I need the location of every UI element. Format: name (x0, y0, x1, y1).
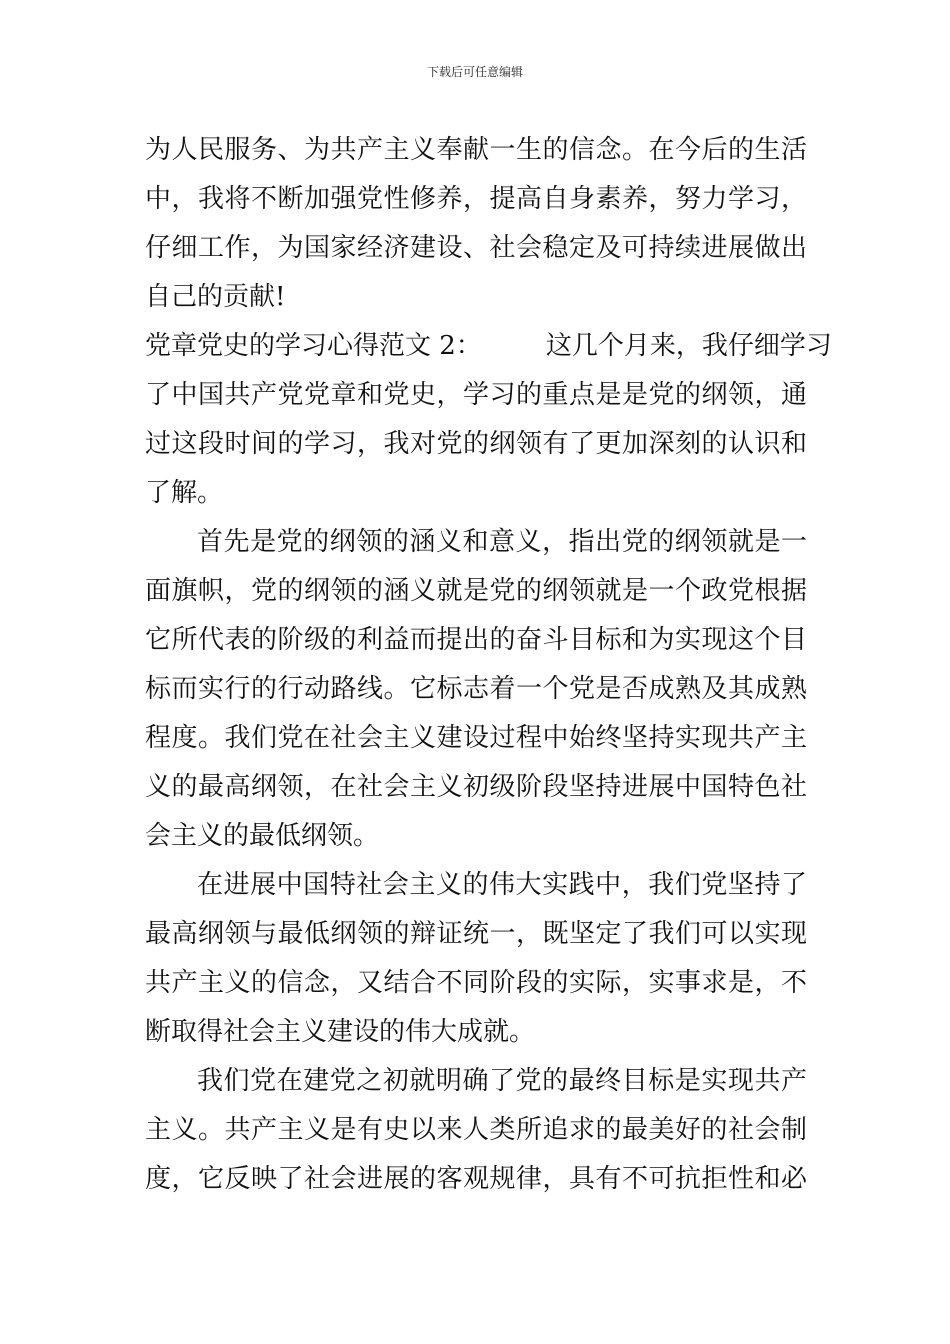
paragraph-5-line-2: 主义。共产主义是有史以来人类所追求的最美好的社会制 (145, 1115, 807, 1145)
paragraph-4-line-1: 在进展中国特社会主义的伟大实践中，我们党坚持了 (197, 870, 807, 900)
paragraph-2-line-2: 了中国共产党党章和党史，学习的重点是是党的纲领，通 (145, 380, 807, 410)
paragraph-3-line-6: 义的最高纲领，在社会主义初级阶段坚持进展中国特色社 (145, 772, 807, 802)
paragraph-5-line-3: 度，它反映了社会进展的客观规律，具有不可抗拒性和必 (145, 1164, 807, 1194)
page-header: 下载后可任意编辑 (426, 65, 523, 79)
paragraph-3-line-1: 首先是党的纲领的涵义和意义，指出党的纲领就是一 (197, 527, 807, 557)
paragraph-1-line-3: 仔细工作，为国家经济建设、社会稳定及可持续进展做出 (145, 233, 807, 263)
paragraph-3-line-4: 标而实行的行动路线。它标志着一个党是否成熟及其成熟 (145, 674, 807, 704)
paragraph-3-line-2: 面旗帜，党的纲领的涵义就是党的纲领就是一个政党根据 (145, 576, 807, 606)
paragraph-5-line-1: 我们党在建党之初就明确了党的最终目标是实现共产 (197, 1066, 807, 1096)
document-body (145, 126, 832, 1204)
paragraph-2-line-4: 了解。 (145, 478, 224, 508)
paragraph-1-line-4: 自己的贡献! (145, 282, 286, 312)
section-heading: 党章党史的学习心得范文 2： (145, 331, 482, 361)
paragraph-4-line-3: 共产主义的信念，又结合不同阶段的实际，实事求是，不 (145, 968, 807, 998)
paragraph-3-line-3: 它所代表的阶级的利益而提出的奋斗目标和为实现这个目 (145, 625, 807, 655)
paragraph-2-line-3: 过这段时间的学习，我对党的纲领有了更加深刻的认识和 (145, 429, 807, 459)
paragraph-4-line-2: 最高纲领与最低纲领的辩证统一，既坚定了我们可以实现 (145, 919, 807, 949)
paragraph-1-line-2: 中，我将不断加强党性修养，提高自身素养，努力学习， (145, 184, 807, 214)
section-heading-line (145, 322, 832, 371)
paragraph-3-line-7: 会主义的最低纲领。 (145, 821, 380, 851)
paragraph-1-line-1: 为人民服务、为共产主义奉献一生的信念。在今后的生活 (145, 135, 807, 165)
paragraph-3-line-5: 程度。我们党在社会主义建设过程中始终坚持实现共产主 (145, 723, 807, 753)
paragraph-2-line-1: 这几个月来，我仔细学习 (545, 331, 832, 361)
paragraph-4-line-4: 断取得社会主义建设的伟大成就。 (145, 1017, 536, 1047)
